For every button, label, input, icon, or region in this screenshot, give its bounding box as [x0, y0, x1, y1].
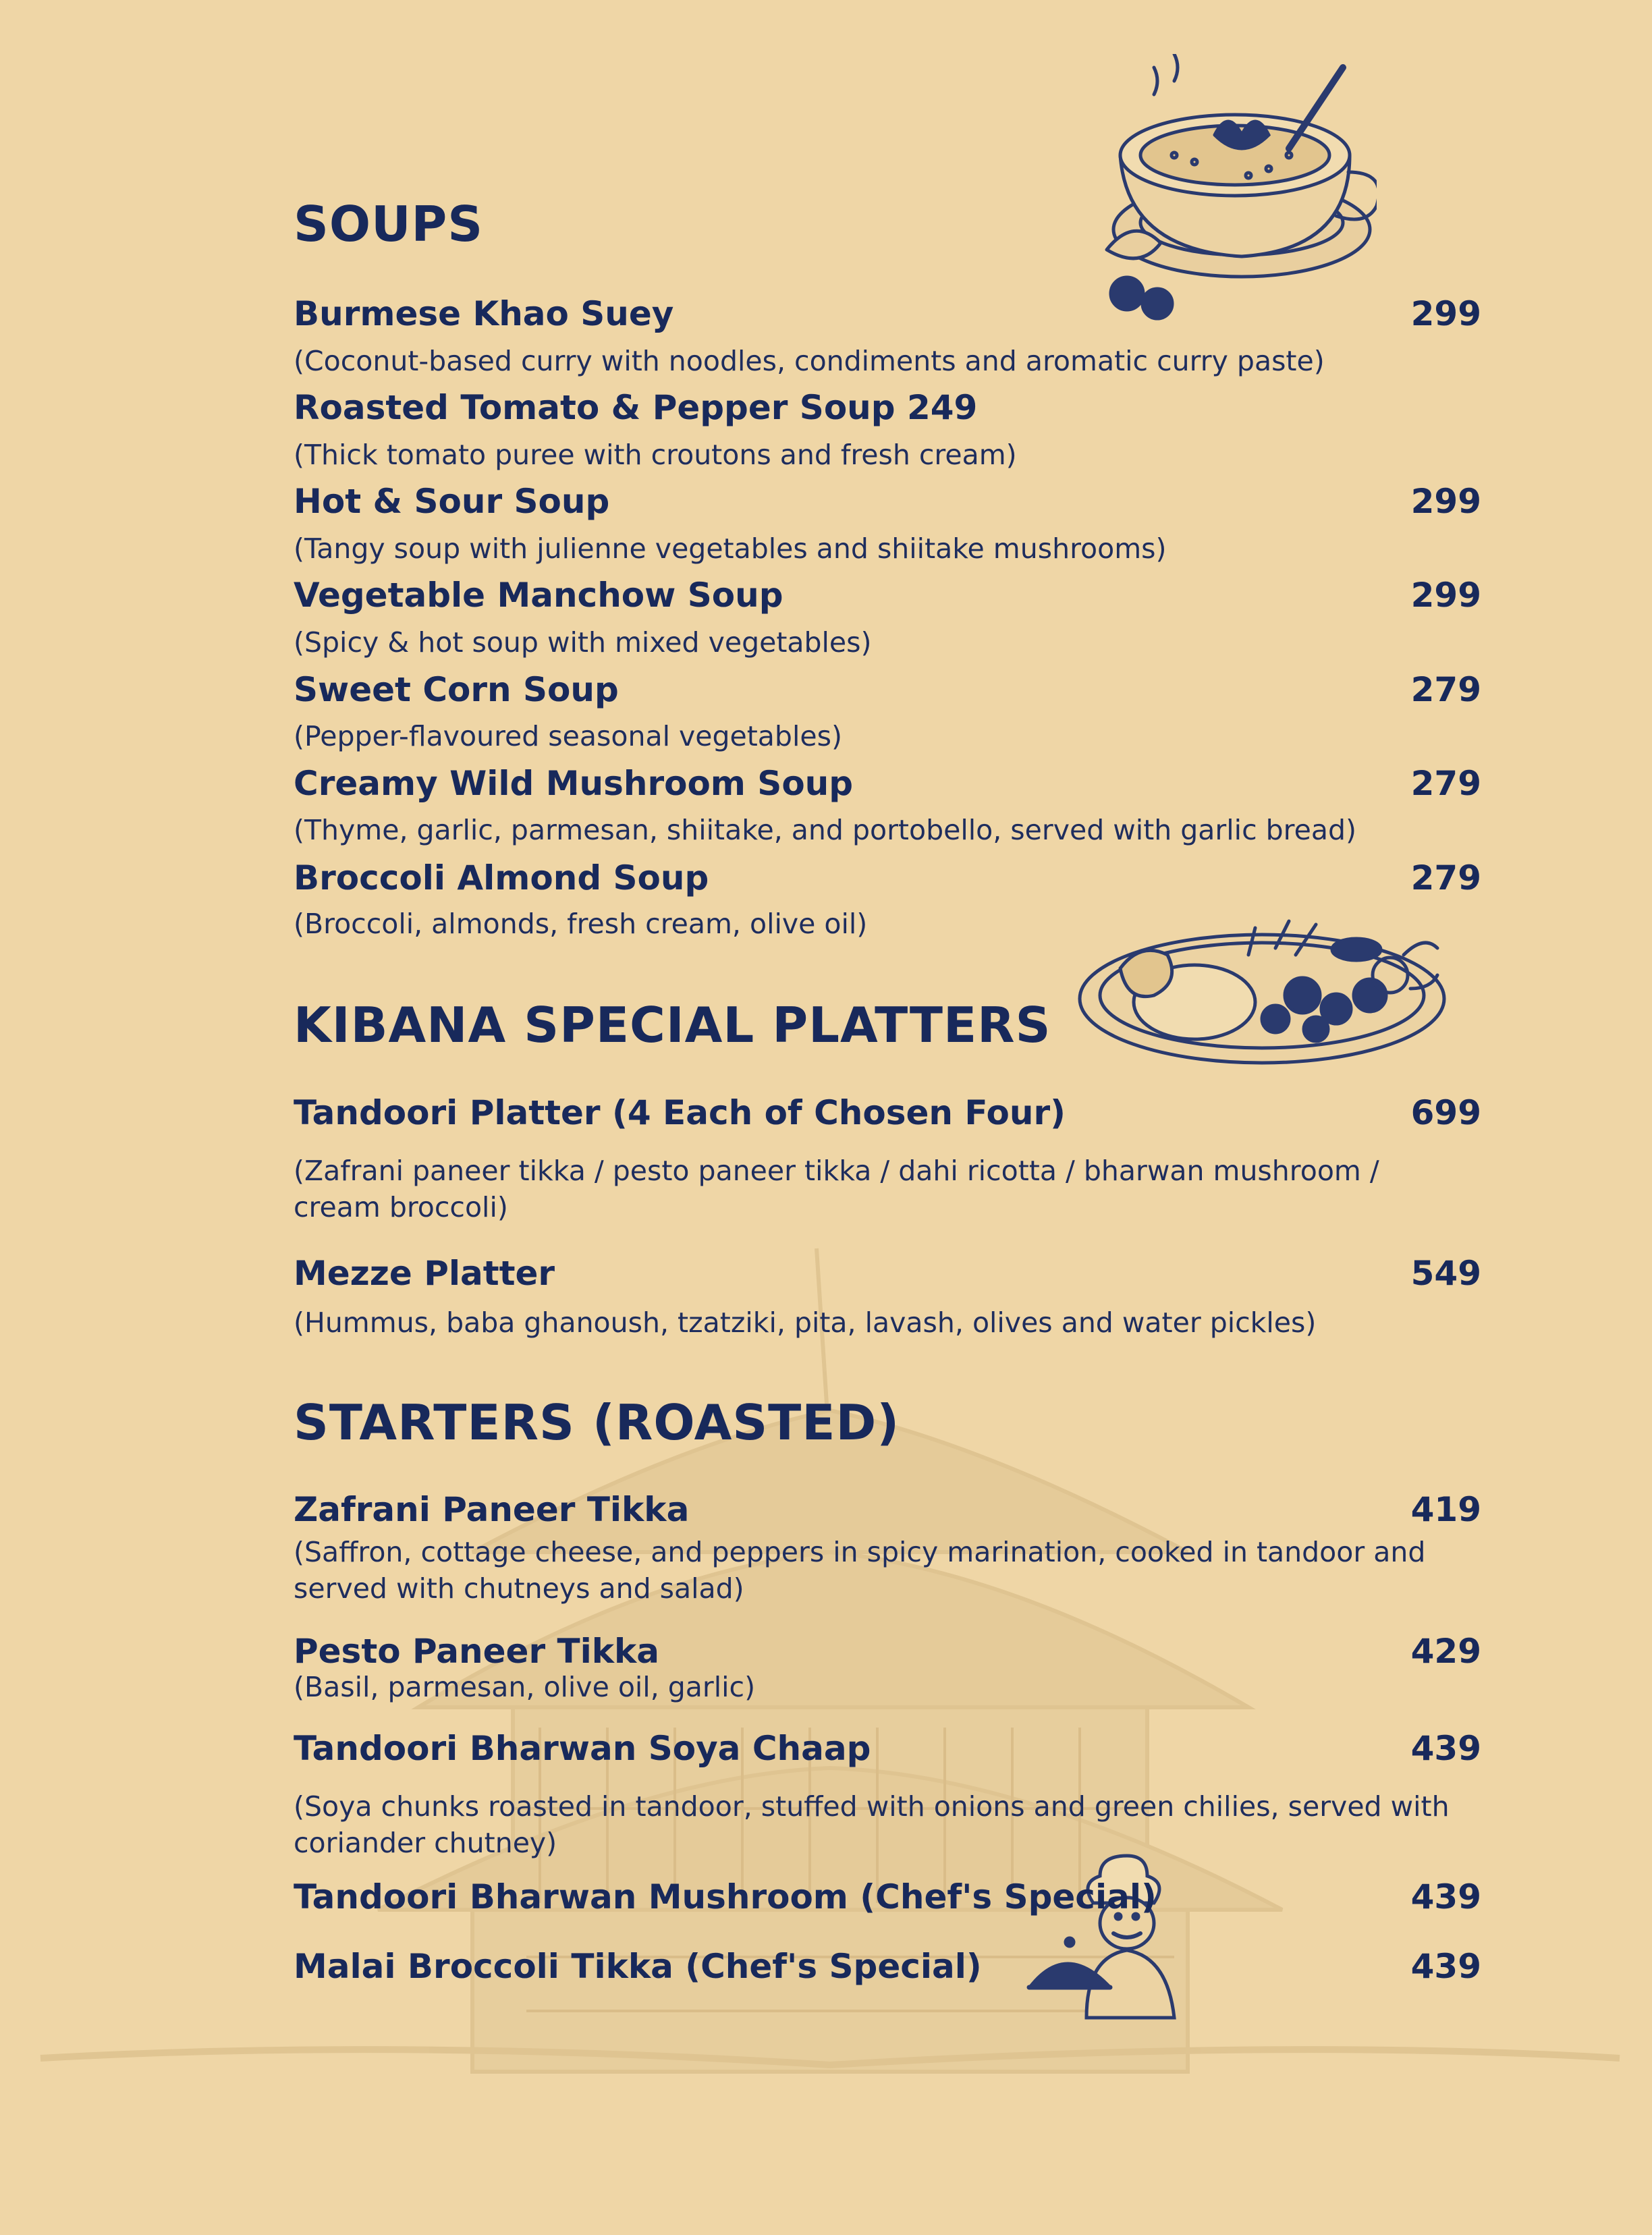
- section-title-soups: SOUPS: [294, 196, 484, 252]
- item-price: 439: [1410, 1947, 1481, 1986]
- item-name: Sweet Corn Soup: [294, 670, 619, 709]
- item-name: Creamy Wild Mushroom Soup: [294, 764, 854, 803]
- item-name: Zafrani Paneer Tikka: [294, 1490, 690, 1529]
- menu-content: [294, 0, 1481, 2235]
- item-name: Broccoli Almond Soup: [294, 858, 709, 898]
- item-description: (Soya chunks roasted in tandoor, stuffed with onions and green chilies, served with coriander chutney): [294, 1790, 1450, 1859]
- item-price: 299: [1410, 294, 1481, 333]
- item-price: 699: [1410, 1093, 1481, 1132]
- item-name: Vegetable Manchow Soup: [294, 576, 783, 615]
- item-price: 439: [1410, 1877, 1481, 1916]
- item-description: (Thyme, garlic, parmesan, shiitake, and portobello, served with garlic bread): [294, 814, 1356, 846]
- item-description: (Coconut-based curry with noodles, condiments and aromatic curry paste): [294, 345, 1325, 377]
- item-price: 439: [1410, 1729, 1481, 1768]
- item-description: (Tangy soup with julienne vegetables and shiitake mushrooms): [294, 532, 1167, 565]
- item-description: (Hummus, baba ghanoush, tzatziki, pita, lavash, olives and water pickles): [294, 1306, 1317, 1339]
- item-price: 299: [1410, 482, 1481, 521]
- item-price: 549: [1410, 1254, 1481, 1293]
- item-price: 279: [1410, 858, 1481, 898]
- item-description: (Saffron, cottage cheese, and peppers in spicy marination, cooked in tandoor and served with chutneys and salad): [294, 1536, 1426, 1605]
- item-price: 419: [1410, 1490, 1481, 1529]
- item-price: 279: [1410, 670, 1481, 709]
- item-name: Burmese Khao Suey: [294, 294, 674, 333]
- item-description: (Zafrani paneer tikka / pesto paneer tikka / dahi ricotta / bharwan mushroom / cream broccoli): [294, 1155, 1379, 1223]
- item-name: Tandoori Bharwan Mushroom (Chef's Special): [294, 1877, 1157, 1916]
- item-description: (Pepper-flavoured seasonal vegetables): [294, 720, 842, 752]
- item-description: (Spicy & hot soup with mixed vegetables): [294, 626, 872, 659]
- item-name: Malai Broccoli Tikka (Chef's Special): [294, 1947, 982, 1986]
- item-description: (Broccoli, almonds, fresh cream, olive oil): [294, 908, 868, 940]
- item-name: Roasted Tomato & Pepper Soup 249: [294, 388, 978, 427]
- item-description: (Thick tomato puree with croutons and fresh cream): [294, 439, 1017, 471]
- item-price: 429: [1410, 1632, 1481, 1671]
- item-name: Pesto Paneer Tikka: [294, 1632, 659, 1671]
- item-name: Hot & Sour Soup: [294, 482, 610, 521]
- section-title-platters: KIBANA SPECIAL PLATTERS: [294, 997, 1051, 1053]
- item-price: 299: [1410, 576, 1481, 615]
- item-name: Tandoori Platter (4 Each of Chosen Four): [294, 1093, 1066, 1132]
- item-description: (Basil, parmesan, olive oil, garlic): [294, 1671, 756, 1703]
- item-name: Mezze Platter: [294, 1254, 555, 1293]
- item-name: Tandoori Bharwan Soya Chaap: [294, 1729, 871, 1768]
- section-title-starters: STARTERS (ROASTED): [294, 1394, 900, 1451]
- item-price: 279: [1410, 764, 1481, 803]
